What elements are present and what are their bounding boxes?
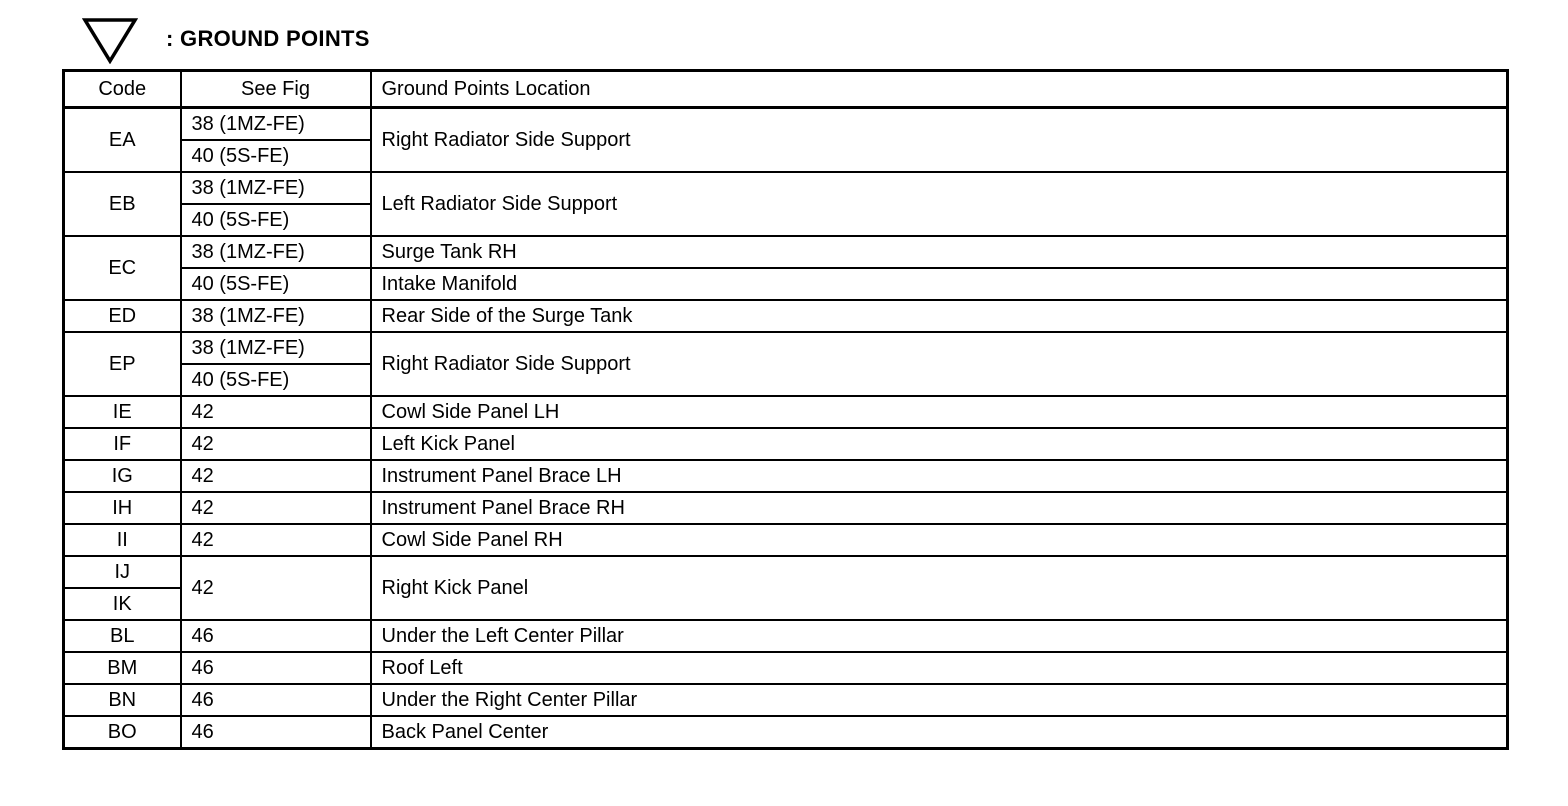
fig-cell: 38 (1MZ-FE) [181, 300, 371, 332]
fig-cell: 38 (1MZ-FE) [181, 172, 371, 204]
location-cell: Surge Tank RH [371, 236, 1508, 268]
location-cell: Under the Left Center Pillar [371, 620, 1508, 652]
location-cell: Roof Left [371, 652, 1508, 684]
table-row [64, 652, 1508, 684]
code-cell: EB [64, 172, 181, 236]
location-cell: Back Panel Center [371, 716, 1508, 749]
code-cell: IJ [64, 556, 181, 588]
column-header-code: Code [64, 71, 181, 108]
code-cell: ED [64, 300, 181, 332]
table-row [64, 620, 1508, 652]
fig-cell: 40 (5S-FE) [181, 140, 371, 172]
table-row [64, 684, 1508, 716]
location-cell: Left Kick Panel [371, 428, 1508, 460]
fig-cell: 38 (1MZ-FE) [181, 236, 371, 268]
code-cell: EP [64, 332, 181, 396]
fig-cell: 46 [181, 652, 371, 684]
table-row [64, 556, 1508, 588]
column-header-location: Ground Points Location [371, 71, 1508, 108]
fig-cell: 46 [181, 684, 371, 716]
code-cell: BN [64, 684, 181, 716]
table-row [64, 396, 1508, 428]
table-row [64, 524, 1508, 556]
ground-points-table [62, 69, 1509, 750]
code-cell: IH [64, 492, 181, 524]
table-row [64, 300, 1508, 332]
code-cell: BL [64, 620, 181, 652]
code-cell: II [64, 524, 181, 556]
fig-cell: 42 [181, 556, 371, 620]
location-cell: Rear Side of the Surge Tank [371, 300, 1508, 332]
column-header-see-fig: See Fig [181, 71, 371, 108]
location-cell: Instrument Panel Brace RH [371, 492, 1508, 524]
fig-cell: 42 [181, 492, 371, 524]
fig-cell: 42 [181, 460, 371, 492]
table-header-row [64, 71, 1508, 108]
location-cell: Instrument Panel Brace LH [371, 460, 1508, 492]
fig-cell: 40 (5S-FE) [181, 204, 371, 236]
location-cell: Cowl Side Panel LH [371, 396, 1508, 428]
table-row [64, 268, 1508, 300]
location-cell: Under the Right Center Pillar [371, 684, 1508, 716]
ground-triangle-icon [82, 16, 138, 64]
code-cell: IF [64, 428, 181, 460]
table-row [64, 236, 1508, 268]
code-cell: BM [64, 652, 181, 684]
code-cell: IE [64, 396, 181, 428]
fig-cell: 40 (5S-FE) [181, 268, 371, 300]
page-title: : GROUND POINTS [166, 26, 370, 51]
location-cell: Intake Manifold [371, 268, 1508, 300]
fig-cell: 42 [181, 428, 371, 460]
table-row [64, 428, 1508, 460]
table-row [64, 460, 1508, 492]
location-cell: Cowl Side Panel RH [371, 524, 1508, 556]
table-row [64, 108, 1508, 141]
location-cell: Right Radiator Side Support [371, 332, 1508, 396]
fig-cell: 38 (1MZ-FE) [181, 108, 371, 141]
fig-cell: 38 (1MZ-FE) [181, 332, 371, 364]
fig-cell: 46 [181, 620, 371, 652]
table-row [64, 332, 1508, 364]
section-header [82, 14, 682, 66]
code-cell: IG [64, 460, 181, 492]
fig-cell: 40 (5S-FE) [181, 364, 371, 396]
location-cell: Right Kick Panel [371, 556, 1508, 620]
location-cell: Right Radiator Side Support [371, 108, 1508, 173]
fig-cell: 42 [181, 396, 371, 428]
fig-cell: 46 [181, 716, 371, 749]
code-cell: EA [64, 108, 181, 173]
table-row [64, 492, 1508, 524]
code-cell: EC [64, 236, 181, 300]
location-cell: Left Radiator Side Support [371, 172, 1508, 236]
code-cell: BO [64, 716, 181, 749]
fig-cell: 42 [181, 524, 371, 556]
code-cell: IK [64, 588, 181, 620]
table-row [64, 172, 1508, 204]
table-row [64, 716, 1508, 749]
